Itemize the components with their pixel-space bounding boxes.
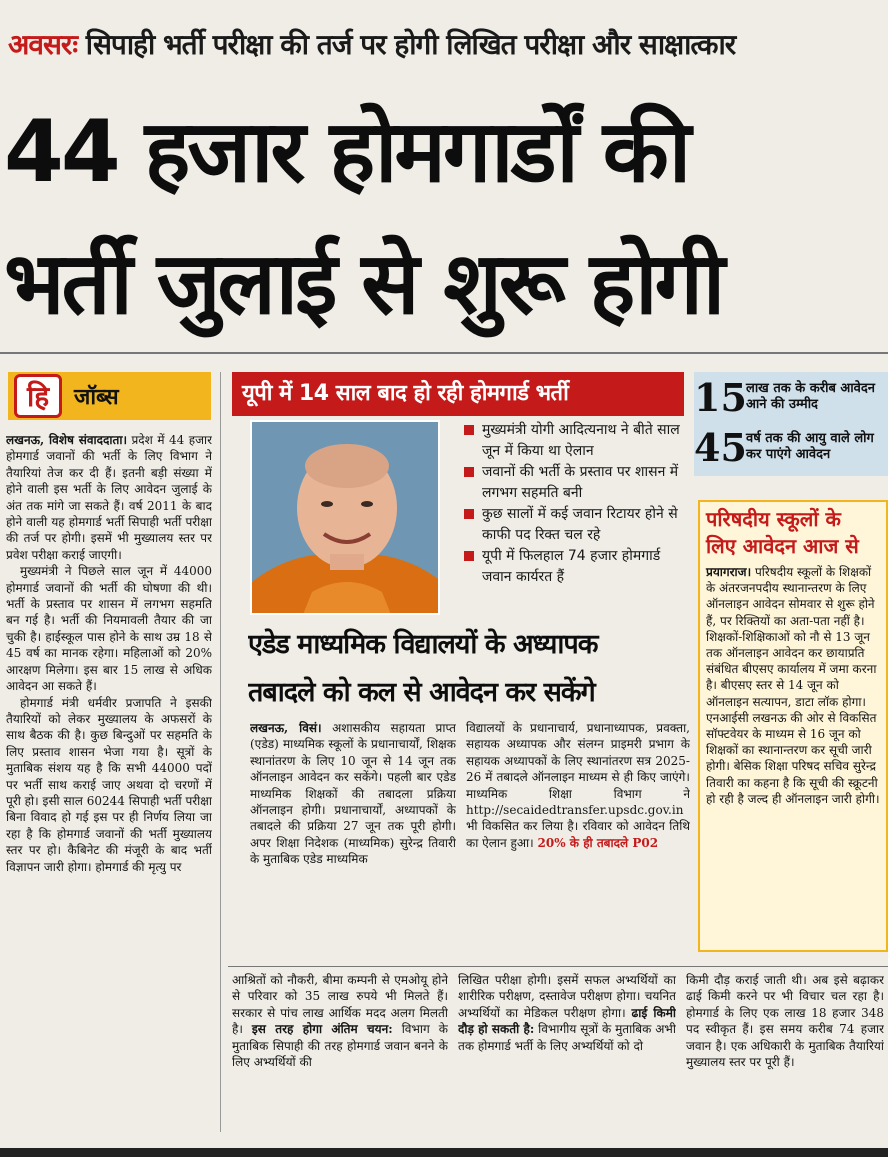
bottom-column-3 bbox=[458, 972, 676, 1140]
bottom-column-4 bbox=[686, 972, 884, 1140]
story1-para-1: प्रदेश में 44 हजार होमगार्ड जवानों की भर्ती के लिए विभाग ने तैयारियां तेज कर दी हैं। इतनी बड़ी संख्या में होने वाली इस भर्ती के लिए आवेदन जुलाई के अंत तक मांगे जा सकते हैं। वर्ष 2011 के बाद होने वाली यह होमगार्ड भर्ती सिपाही भर्ती परीक्षा की तर्ज पर होगी। इसमें भी मुख्यालय स्तर पर प्रवेश परीक्षा कराई जाएगी। bbox=[6, 433, 212, 562]
headline-divider bbox=[0, 352, 888, 354]
side-dateline: प्रयागराज। bbox=[706, 565, 752, 579]
story2-headline-2: तबादले को कल से आवेदन कर सकेंगे bbox=[248, 677, 595, 708]
column-rule bbox=[220, 372, 221, 1132]
side-body bbox=[706, 564, 880, 807]
bullet-item: कुछ सालों में कई जवान रिटायर होने से काफी पद रिक्त चल रहे bbox=[462, 504, 684, 546]
bottom-c3-tail: विभागीय सूत्रों के मुताबिक अभी तक होमगार्ड भर्ती के लिए अभ्यर्थियों को दो bbox=[458, 1022, 676, 1053]
kicker-label: अवसरः bbox=[8, 28, 77, 61]
red-bar-headline: यूपी में 14 साल बाद हो रही होमगार्ड भर्ती bbox=[232, 372, 684, 416]
story2-dateline: लखनऊ, विसं। bbox=[250, 721, 322, 735]
side-title-1: परिषदीय स्कूलों के bbox=[706, 507, 841, 531]
stat-number: 15 bbox=[694, 374, 747, 420]
story2-para-1: अशासकीय सहायता प्राप्त (एडेड) माध्यमिक स्कूलों के प्रधानाचार्यों, शिक्षक स्थानांतरण के लिए 10 जून से 14 जून तक ऑनलाइन आवेदन कर सकेंगे। पहली बार एडेड माध्यमिक शिक्षकों की तबादला प्रक्रिया ऑनलाइन होगी। प्रधानाचार्यों, अध्यापकों के तबादले की प्रक्रिया 27 जून तक पूरी होगी। अपर शिक्षा निदेशक (माध्यमिक) सुरेन्द्र तिवारी के मुताबिक एडेड माध्यमिक bbox=[250, 721, 456, 867]
bottom-c4-text: किमी दौड़ कराई जाती थी। अब इसे बढ़ाकर ढाई किमी करने पर भी विचार चल रहा है। होमगार्ड के लिए एक लाख 18 हजार 348 पद स्वीकृत हैं। इस समय करीब 74 हजार जवान है। एक अधिकारी के मुताबिक तैयारियां मुख्यालय स्तर पर पूरी हैं। bbox=[686, 973, 884, 1070]
bullet-item: जवानों की भर्ती के प्रस्ताव पर शासन में लगभग सहमति बनी bbox=[462, 462, 684, 504]
stats-box bbox=[694, 372, 888, 476]
story1-dateline: लखनऊ, विशेष संवाददाता। bbox=[6, 433, 127, 447]
bottom-c3-text: लिखित परीक्षा होगी। इसमें सफल अभ्यर्थियों का शारीरिक परीक्षण, दस्तावेज परीक्षण होगा। चयनित अभ्यर्थियों का मेडिकल परीक्षण होगा। bbox=[458, 973, 676, 1020]
hindustan-logo-icon: हि bbox=[14, 374, 62, 418]
cm-photo bbox=[250, 420, 440, 615]
page-bottom-bar bbox=[0, 1148, 888, 1157]
story1-para-3: होमगार्ड मंत्री धर्मवीर प्रजापति ने इसकी तैयारियों को लेकर मुख्यालय के अफसरों के साथ बैठक की है। कुछ बिन्दुओं पर सहमति के लिए प्रस्ताव शासन भेजा गया है। सूत्रों के मुताबिक संशय यह है कि सभी 44000 पदों पर भर्ती साथ कराई जाए अथवा दो चरणों में पूरी हो। इसी साल 60244 सिपाही भर्ती परीक्षा बिना विवाद हो गई इस पर ही निर्णय लिया जा रहा है कि होमगार्ड जवानों की भर्ती मुख्यालय स्तर पर हो। कैबिनेट की मंजूरी के बाद भर्ती विज्ञापन जारी होगा। होमगार्ड की मृत्यु पर bbox=[6, 695, 212, 874]
headline-line-1: 44 हजार होमगार्डों की bbox=[4, 102, 689, 202]
stat-number: 45 bbox=[694, 424, 747, 470]
stat-row bbox=[694, 422, 888, 472]
story2-column-2 bbox=[466, 720, 690, 956]
story1-para-2: मुख्यमंत्री ने पिछले साल जून में 44000 होमगार्ड जवानों की भर्ती की घोषणा की थी। भर्ती के प्रस्ताव पर शासन में लगभग सहमति बन गई है। भर्ती की नियमावली तैयार की जा चुकी है। हाईस्कूल पास होने के साथ उम्र 18 से 45 वर्ष का मानक रहेगा। महिलाओं को 20% आरक्षण मिलेगा। इस बार 15 लाख से अधिक आवेदन आ सकते हैं। bbox=[6, 564, 212, 694]
stat-row bbox=[694, 372, 888, 422]
bottom-column-2 bbox=[232, 972, 448, 1140]
story1-column bbox=[6, 432, 212, 962]
story2-jump: 20% के ही तबादले P02 bbox=[537, 835, 659, 850]
bottom-c3-head: ढाई किमी दौड़ हो सकती है: bbox=[458, 1005, 676, 1037]
highlights-list bbox=[462, 420, 684, 620]
side-title-2: लिए आवेदन आज से bbox=[706, 534, 859, 558]
side-text: परिषदीय स्कूलों के शिक्षकों के अंतरजनपदीय स्थानान्तरण के लिए ऑनलाइन आवेदन सोमवार से शुरू होने हैं, पर रिक्तियों का अता-पता नहीं है। शिक्षकों-शिक्षिकाओं को नौ से 13 जून तक ऑनलाइन आवेदन कर छायाप्रति संबंधित बीएसए कार्यालय में जमा करना है। बीएसए स्तर से 14 जून को ऑनलाइन सत्यापन, डाटा लॉक होगा। एनआईसी लखनऊ की ओर से विकसित सॉफ्टवेयर के माध्यम से 16 जून को शिक्षकों का स्थानान्तरण कर सूची जारी होगी। बेसिक शिक्षा परिषद सचिव सुरेन्द्र तिवारी का कहना है कि सूची की स्क्रूटनी हो रही है जल्द ही ऑनलाइन जारी होगी। bbox=[706, 565, 880, 806]
brand-label: जॉब्स bbox=[74, 385, 119, 410]
stat-description: वर्ष तक की आयु वाले लोग कर पाएंगे आवेदन bbox=[746, 431, 874, 462]
bullet-item: यूपी में फिलहाल 74 हजार होमगार्ड जवान कार्यरत हैं bbox=[462, 546, 684, 588]
bottom-divider bbox=[228, 966, 888, 967]
bottom-c2-head: इस तरह होगा अंतिम चयन: bbox=[251, 1022, 393, 1037]
headline-line-2: भर्ती जुलाई से शुरू होगी bbox=[4, 234, 723, 334]
side-story-box bbox=[698, 500, 888, 952]
kicker-line bbox=[8, 22, 880, 68]
story2-column-1 bbox=[250, 720, 456, 956]
section-brand bbox=[8, 372, 211, 420]
cm-portrait-icon bbox=[252, 422, 440, 615]
story2-headline-1: एडेड माध्यमिक विद्यालयों के अध्यापक bbox=[248, 629, 598, 660]
bottom-c2-tail: विभाग के मुताबिक सिपाही की तरह होमगार्ड जवान बनने के लिए अभ्यर्थियों की bbox=[232, 1022, 448, 1070]
kicker-text: सिपाही भर्ती परीक्षा की तर्ज पर होगी लिखित परीक्षा और साक्षात्कार bbox=[85, 28, 736, 61]
bottom-c2-text: आश्रितों को नौकरी, बीमा कम्पनी से एमओयू होने से परिवार को 35 लाख रुपये भी मिलते हैं। सरकार से पांच लाख आर्थिक मदद अलग मिलती है। bbox=[232, 973, 448, 1037]
story2-para-2: विद्यालयों के प्रधानाचार्य, प्रधानाध्यापक, प्रवक्ता, सहायक अध्यापक और संलग्न प्राइमरी प्रभाग के सहायक अध्यापकों के लिए स्थानांतरण सत्र 2025-26 में तबादले ऑनलाइन माध्यम से ही किए जाएंगे। माध्यमिक शिक्षा विभाग ने http://secaidedtransfer.upsdc.gov.in भी विकसित कर लिया है। रविवार को आवेदन तिथि का ऐलान हुआ। bbox=[466, 721, 690, 850]
bullet-item: मुख्यमंत्री योगी आदित्यनाथ ने बीते साल जून में किया था ऐलान bbox=[462, 420, 684, 462]
stat-description: लाख तक के करीब आवेदन आने की उम्मीद bbox=[746, 381, 876, 412]
